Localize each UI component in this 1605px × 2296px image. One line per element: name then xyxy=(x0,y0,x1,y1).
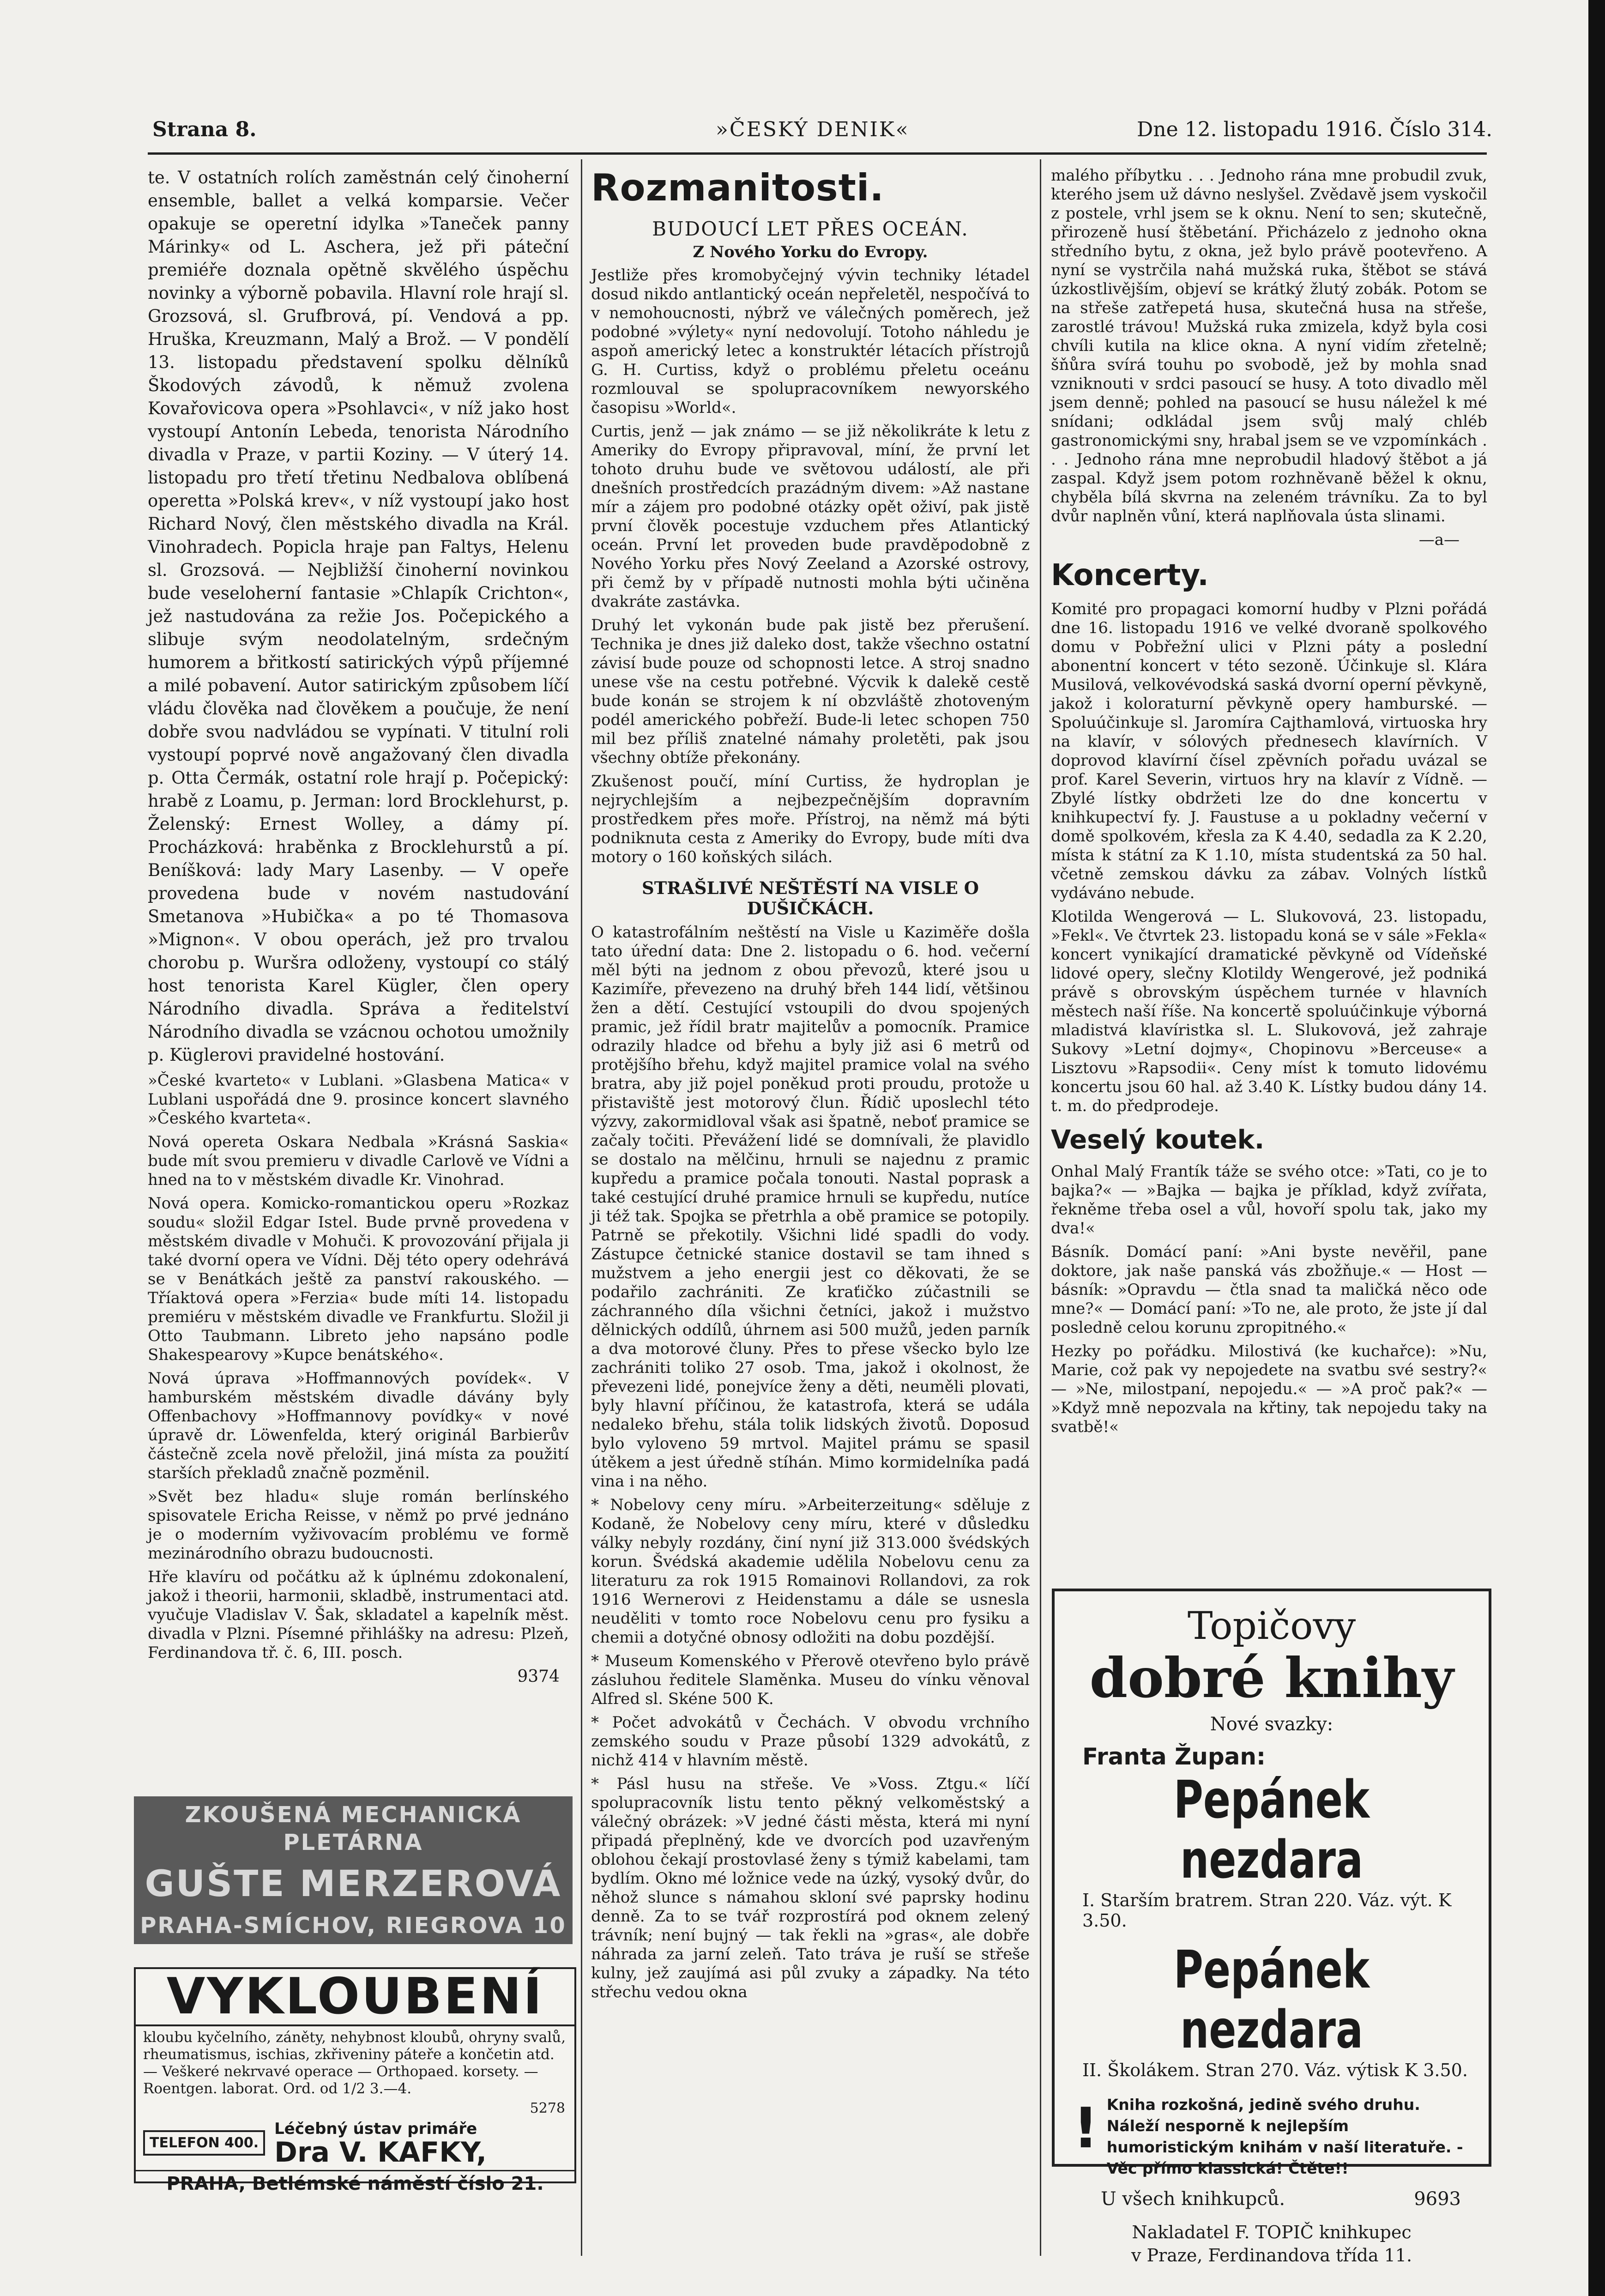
joke-item: Onhal Malý Frantík táže se svého otce: »Tati, co je to bajka?« — »Bajka — bajka je příklad, když zvířata, řekněme třeba osel a vůl, hovoří spolu tak, jako my dva!« xyxy=(1051,1162,1487,1238)
column-rule-1 xyxy=(581,159,582,2256)
ad-vykloubeni-num: 5278 xyxy=(530,2100,565,2116)
ad-topic-address: v Praze, Ferdinandova třída 11. xyxy=(1131,2245,1412,2266)
clinic-address: PRAHA, Betlémské náměstí číslo 21. xyxy=(136,2170,574,2194)
ad-merzer-line3: PRAHA-SMÍCHOV, RIEGROVA 10 xyxy=(140,1913,567,1939)
news-item-kvarteto: »České kvarteto« v Lublani. »Glasbena Matica« v Lublani uspořádá dne 9. prosince koncert slavného »Českého kvarteta«. xyxy=(148,1071,569,1128)
article-heading-visla: STRAŠLIVÉ NEŠTĚSTÍ NA VISLE O DUŠIČKÁCH. xyxy=(642,878,979,918)
visla-paragraph: O katastrofálním neštěstí na Visle u Kaziměře došla tato úřední data: Dne 2. listopadu o 6. hod. večerní měl býti na jednom z obou převozů, které jsou u Kazimíře, převezeno na druhý břeh 144 lidí, většinou žen a dětí. Cestující vstoupili do dvou spojených pramic, jež řídil bratr majitelův a pomocník. Pramice odrazily hladce od břehu a byly již asi 6 metrů od protějšího břehu, když majitel pramice volal na svého bratra, aby již pojel poněkud proti proudu, protože u přistaviště jest motorový člun. Řídič uposlechl této výzvy, zakormidloval však asi špatně, neboť pramice se začaly točiti. Převážení lidé se domnívali, že plavidlo se dostalo na mělčinu, hrnuli se najednu z pramic kupředu a pramice počala tonouti. Nastal poprask a také cestující druhé pramice hrnuli se kupředu, nutíce ji též tak. Spojka se přetrhla a obě pramice se potopily. Patrně se překotily. Všichni lidé spadli do vody. Zástupce četnické stanice dostavil se tam ihned s mužstvem a jeho energii jest co děkovati, že se podařilo zachrániti. Ze kraťičko zúčastnili se záchranného díla všichni četníci, jakož i mužstvo dělnických oddílů, úhrnem asi 500 mužů, jeden parník a dva motorové čluny. Přes to přese všecko bylo lze zachrániti toliko 27 osob. Tma, jakož i okolnost, že převezeni lidé, ponejvíce ženy a děti, neuměli plovati, byly hlavní příčinou, že katastrofa, která se udála nedaleko břehu, stála tolik lidských životů. Doposud bylo vyloveno 59 mrtvol. Majitel prámu se spasil útěkem a jest úředně stíhán. Mimo kormidelníka padá vina i na něho. xyxy=(591,923,1030,1491)
ad-vykloubeni-title: VYKLOUBENÍ xyxy=(136,1969,574,2026)
page-header xyxy=(148,118,1493,150)
ad-merzer-line1: ZKOUŠENÁ MECHANICKÁ PLETÁRNA xyxy=(185,1802,522,1855)
doctor-name: Dra V. KAFKY, xyxy=(274,2136,487,2169)
column-rule-2 xyxy=(1040,159,1041,2256)
ocean-paragraph: Druhý let vykonán bude pak jistě bez přerušení. Technika je dnes již daleko dost, takže všechno ostatní závisí bude pouze od schopnosti letce. A stroj snadno unese vše na cestu potřebné. Výcvik k dalekě cestě bude konán se strojem k ní obzvláště zhotoveným podél amerického pobřeží. Bude-li letec schopen 750 mil bez příliš znatelné námahy proletěti, pak jsou všechny obtíže překonány. xyxy=(591,616,1030,767)
column-2 xyxy=(591,166,1030,2290)
section-vesely-koutek: Veselý koutek. xyxy=(1051,1125,1265,1155)
column-3 xyxy=(1051,166,1487,1575)
news-husa: * Pásl husu na střeše. Ve »Voss. Ztgu.« líčí spolupracovník listu tento pěkný velkoměstský a válečný obrázek: »V jedné části města, která mi nyní připadá přeplněný, kde ve dvorcích pod uzavřeným oblohou čekají prostovlasé ženy s týmiž kabelami, tam bydlím. Okno mé ložnice vede na úzký, vysoký dvůr, do něhož slunce s námahou skloní své paprsky hodinu denně. Za to se tvář rozprostírá pod oknem zelený trávník; není bujný — tak řekli na »gras«, ale dobře náhrada za jarní zeleň. Tato tráva je ruší se střeše kulny, jež zaujímá asi půl zvuky a západky. Na této střechu vedou okna xyxy=(591,1775,1030,2001)
author-signature: —a— xyxy=(1418,531,1460,549)
news-item-svet: »Svět bez hladu« sluje román berlínského spisovatele Ericha Reisse, v němž po prvé jednáno je o moderním vyživovacím problému ve formě mezinárodního obrazu budoucnosti. xyxy=(148,1487,569,1563)
phone-box: TELEFON 400. xyxy=(143,2130,265,2156)
theatre-report: te. V ostatních rolích zaměstnán celý činoherní ensemble, ballet a velká komparsie. Večer opakuje se operetní idylka »Taneček panny Márinky« od L. Aschera, jež při páteční premiéře doznala opětně skvělého úspěchu novinky a výborně pobavila. Hlavní role hrají sl. Grozsová, sl. Grufbrová, pí. Vendová a pp. Hruška, Kreuzmann, Malý a Brož. — V pondělí 13. listopadu představení spolku dělníků Škodových závodů, k němuž zvolena Kovařovicova opera »Psohlavci«, v níž jako host vystoupí Antonín Lebeda, tenorista Národního divadla v Praze, v partii Koziny. — V úterý 14. listopadu pro třetí třetinu Nedbalova oblíbená operetta »Polská krev«, v níž vystoupí jako host Richard Nový, člen městského divadla na Král. Vinohradech. Popicla hraje pan Faltys, Helenu sl. Grozsová. — Nejbližší činoherní novinkou bude veseloherní fantasie »Chlapík Crichton«, jež nastudována za režie Jos. Počepického a slibuje svým neodolatelným, srdečným humorem a břitkostí satirických výpů příjemné a milé pobavení. Autor satirickým způsobem líčí vládu člověka nad člověkem a poučuje, že není dobře svou nadvládou se vypínati. V titulní roli vystoupí poprvé nově angažovaný člen divadla p. Otta Čermák, ostatní role hrají p. Počepický: hrabě z Loamu, p. Jerman: lord Brocklehurst, p. Želenský: Ernest Wolley, a dámy pí. Procházková: hraběnka z Brocklehurstů a pí. Beníšková: lady Mary Lasenby. — V opeře provedena bude v novém nastudování Smetanova »Hubička« a po té Thomasova »Mignon«. V obou operách, jež pro trvalou chorobu p. Wuršra odloženy, vystoupí co stálý host tenorista Karel Kügler, člen opery Národního divadla. Správa a ředitelství Národního divadla se vzácnou ochotou umožnily p. Küglerovi pravidelné hostování. xyxy=(148,168,569,1065)
article-heading-ocean: BUDOUCÍ LET PŘES OCEÁN. xyxy=(652,218,969,240)
news-item-opera: Nová opera. Komicko-romantickou operu »Rozkaz soudu« složil Edgar Istel. Bude prvně provedena v městském divadle v Mohuči. K provozování přijala ji také dvorní opera ve Vídni. Děj této opery odehrává se v Benátkách ještě za panství rakouského. — Tříaktová opera »Ferzia« bude míti 14. listopadu premiéru v městském divadle ve Frankfurtu. Složil ji Otto Taubmann. Libreto jeho napsáno podle Shakespearovy »Kupce benátského«. xyxy=(148,1194,569,1364)
joke-item: Básník. Domácí paní: »Ani byste nevěřil, pane doktore, jak naše panská vás zbožňuje.« — Host — básník: »Opravdu — čtla snad ta maličká něco ode mne?« — Domácí paní: »To ne, ale proto, že jste jí dal posledně celou korunu zpropitného.« xyxy=(1051,1243,1487,1337)
ad-topic-info1: I. Starším bratrem. Stran 220. Váz. výt. K 3.50. xyxy=(1082,1890,1452,1931)
ocean-paragraph: Jestliže přes kromobyčejný vývin techniky létadel dosud nikdo antlantický oceán nepřeletěl, nespočívá to v nemohoucnosti, nýbrž ve válečných poměrech, jež podobné »výlety« nyní nedovolují. Totoho náhledu je aspoň americký letec a konstruktér létacích přístrojů G. H. Curtiss, když o problému přeletu oceánu rozmlouval se spolupracovníkem newyorského časopisu »World«. xyxy=(591,266,1030,417)
ad-merzer xyxy=(134,1796,573,1944)
ad-topic-publisher-block xyxy=(1055,2221,1489,2267)
ad-topic-blurb-box xyxy=(1073,2094,1470,2179)
ad-topic-publisher: Nakladatel F. TOPIČ knihkupec xyxy=(1132,2222,1412,2242)
news-nobel: * Nobelovy ceny míru. »Arbeiterzeitung« sděluje z Kodaně, že Nobelovy ceny míru, které v důsledku války nebyly rozdány, činí nyní již 313.000 švédských korun. Švédská akademie udělila Nobelovu cenu za literaturu za rok 1915 Romainovi Rollandovi, za rok 1916 Wernerovi z Heidenstamu a dále se usnesla neuděliti v tomto roce Nobelovu cenu pro fysiku a chemii a dotyčné obnosy odložiti na dobu pozdější. xyxy=(591,1496,1030,1647)
ad-merzer-line2: GUŠTE MERZEROVÁ xyxy=(145,1863,562,1905)
ad-topic xyxy=(1052,1589,1491,2266)
ad-topic-slogan: dobré knihy xyxy=(1089,1646,1454,1710)
ad-vykloubeni-row xyxy=(143,2119,567,2169)
clinic-label: Léčebný ústav primáře xyxy=(274,2120,477,2138)
ad-topic-title2: Pepánek nezdara xyxy=(1173,1940,1370,2060)
ad-topic-info2: II. Školákem. Stran 270. Váz. výtisk K 3.50. xyxy=(1082,2060,1468,2080)
classified-piano: Hře klavíru od počátku až k úplnému zdokonalení, jakož i theorii, harmonii, skladbě, instrumentaci atd. vyučuje Vladislav V. Šak, skladatel a kapelník měst. divadla v Plzni. Písemné přihlášky na adresu: Plzeň, Ferdinandova tř. č. 6, III. posch. xyxy=(148,1568,569,1662)
clinic-name xyxy=(274,2119,487,2169)
concert-item: Komité pro propagaci komorní hudby v Plzni pořádá dne 16. listopadu 1916 ve velké dvoraně spolkového domu v Pobřežní ulici v Plzni páty a poslední abonentní koncert v této sezoně. Účinkuje sl. Klára Musilová, velkovévodská saská dvorní operní pěvkyně, jakož i koloraturní pěvkyně opery hamburské. — Spoluúčinkuje sl. Jaromíra Cajthamlová, virtuoska hry na klavír, v sólových přednesech klavírních. V doprovod klavírní čísel zpěvních pořadu uvázal se prof. Karel Severin, virtuos hry na klavír z Vídně. — Zbylé lístky obdržeti lze do dne koncertu v knihkupectví fy. J. Faustuse a u pokladny večerní v domě spolkovém, křesla za K 4.40, sedadla za K 2.20, místa k státní za K 1.10, místa studentská za 50 hal. včetně zemskou dávku za zábav. Volných lístků vydáváno nebude. xyxy=(1051,600,1487,902)
ad-topic-name: Topičovy xyxy=(1187,1604,1356,1648)
exclamation-icon: ! xyxy=(1073,2097,1098,2161)
ad-vykloubeni-text: kloubu kyčelního, záněty, nehybnost kloubů, ohryny svalů, rheumatismus, ischias, zkřiveniny páteře a končetin atd. — Veškeré nekrvavé operace — Orthopaed. korsety. — Roentgen. laborat. Ord. od 1/2 3.—4. xyxy=(143,2029,566,2097)
ad-topic-shops: U všech knihkupců. xyxy=(1101,2188,1285,2210)
ad-topic-title1: Pepánek nezdara xyxy=(1173,1770,1370,1890)
ad-topic-new: Nové svazky: xyxy=(1210,1714,1333,1735)
section-rozmanitosti: Rozmanitosti. xyxy=(591,166,884,209)
ocean-paragraph: Curtis, jenž — jak známo — se již několikráte k letu z Ameriky do Evropy připravoval, míní, že první let tohoto druhu bude ve světovou událostí, ale při dnešních prostředcích prazádným divem: »Až nastane mír a zájem pro podobné otázky opět oživí, pak jistě první člověk pocestuje vzduchem přes Atlantický oceán. První let proveden bude pravděpodobně z Nového Yorku přes Nový Zeeland a Azorské ostrovy, při čemž by v případě nutnosti mohla býti učiněna dvakráte zastávka. xyxy=(591,422,1030,611)
column-1 xyxy=(148,166,569,1755)
news-advokati: * Počet advokátů v Čechách. V obvodu vrchního zemského soudu v Praze působí 1329 advokátů, z nichž 414 v hlavním městě. xyxy=(591,1713,1030,1770)
ocean-paragraph: Zkušenost poučí, míní Curtiss, že hydroplan je nejrychlejším a nejbezpečnějším dopravním prostředkem přes moře. Přístroj, na němž má býti podniknuta cesta z Ameriky do Evropy, bude míti dva motory o 160 koňských silách. xyxy=(591,772,1030,866)
news-item-hoffmann: Nová úprava »Hoffmannových povídek«. V hamburském městském divadle dávány byly Offenbachovy »Hoffmannovy povídky« v nové úpravě dr. Löwenfelda, který originál Barbierův částečně zcela nově přeložil, jiná místa za použití starších překladů značně pozměnil. xyxy=(148,1369,569,1482)
ad-topic-blurb: Kniha rozkošná, jedině svého druhu. Náleží nesporně k nejlepším humoristickým knihám v naší literatuře. - Věc přímo klassická! Čtěte!! xyxy=(1106,2096,1463,2177)
article-subheading-ocean: Z Nového Yorku do Evropy. xyxy=(693,243,928,261)
husa-continuation: malého příbytku . . . Jednoho rána mne probudil zvuk, kterého jsem už dávno neslyšel. Zvědavě jsem vyskočil z postele, vrhl jsem se k oknu. Není to sen; skutečně, přirozeně husí štěbetání. Přicházelo z jednoho okna středního bytu, z okna, jež bylo právě pootevřeno. A nyní se vystrčila nahá mužská ruka, štěbot se stává úzkostlivějším, objeví se krátký žlutý zobák. Potom se na střeše zatřepetá husa, skutečná husa na střeše, zarostlé trávou! Mužská ruka zmizela, když byla cosi chvíli kutila na klice okna. A nyní vidím zřetelně; šňůra svírá touhu po svobodě, jež by mohla snad vzniknouti v srdci pasoucí se husy. A toto divadlo měl jsem denně; pohled na pasoucí se husu náležel k mé snídani; odkládal jsem svůj malý chléb gastronomickými sny, hrabal jsem se ve vzpomínkách . . . Jednoho rána mne neprobudil hladový štěbot a já zaspal. Když jsem potom rozhněvaně běžel k oknu, chyběla bílá skvrna na zeleném trávníku. Za to byl dvůr naplněn vůní, která naplňovala ústa slinami. xyxy=(1051,166,1487,526)
issue-date: Dne 12. listopadu 1916. Číslo 314. xyxy=(1137,118,1493,141)
ad-topic-num: 9693 xyxy=(1414,2188,1461,2210)
concert-item: Klotilda Wengerová — L. Slukovová, 23. listopadu, »Fekl«. Ve čtvrtek 23. listopadu koná se v sále »Fekla« koncert vynikající dramatické pěvkyně od Vídeňské lidové opery, slečny Klotildy Wengerové, jež podniká právě s obrovským úspěchem turnée v hlavních městech naší říše. Na koncertě spoluúčinkuje výborná mladistvá klavíristka sl. L. Slukovová, jež zahraje Sukovy »Letní dojmy«, Chopinovu »Berceuse« a Lisztovu »Rapsodii«. Ceny míst k tomuto lidovému koncertu jsou 60 hal. až 3.40 K. Lístky budou dány 14. t. m. do předprodeje. xyxy=(1051,907,1487,1115)
ad-vykloubeni xyxy=(134,1967,576,2194)
ad-topic-shops-row xyxy=(1101,2188,1461,2210)
ad-number: 9374 xyxy=(517,1667,560,1686)
section-koncerty: Koncerty. xyxy=(1051,558,1209,592)
news-item-nedbal: Nová opereta Oskara Nedbala »Krásná Saskia« bude mít svou premieru v divadle Carlově ve Vídni a hned na to v městském divadle Kr. Vinohrad. xyxy=(148,1133,569,1189)
news-museum: * Museum Komenského v Přerově otevřeno bylo právě zásluhou ředitele Slaměnka. Museu do vínku věnoval Alfred sl. Skéne 500 K. xyxy=(591,1652,1030,1708)
ad-topic-author: Franta Župan: xyxy=(1082,1743,1266,1770)
newspaper-title: »ČESKÝ DENIK« xyxy=(716,118,910,141)
joke-item: Hezky po pořádku. Milostivá (ke kuchařce): »Nu, Marie, což pak vy nepojedete na svatbu své sestry?« — »Ne, milostpaní, nepojedu.« — »A proč pak?« — »Když mně nepozvala na křtiny, tak nepojedu taky na svatbě!« xyxy=(1051,1342,1487,1436)
page-number: Strana 8. xyxy=(152,118,257,141)
scan-edge xyxy=(1588,0,1605,2296)
header-rule xyxy=(148,152,1487,155)
